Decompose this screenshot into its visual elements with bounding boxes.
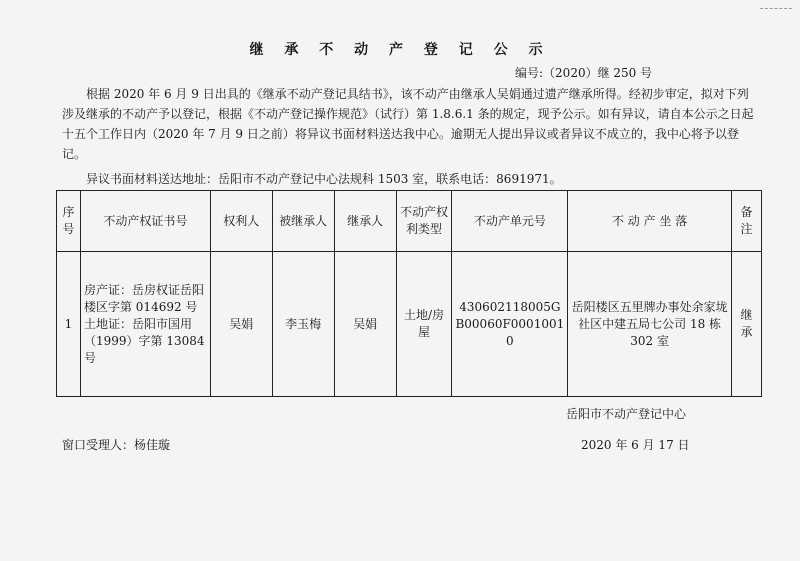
- scan-corner-mark: [760, 8, 792, 21]
- notice-paragraph: 根据 2020 年 6 月 9 日出具的《继承不动产登记具结书》，该不动产由继承人吴娟通过遗产继承所得。经初步审定，拟对下列涉及继承的不动产予以登记，根据《不动产登记操作规范》（试行）第 1.8.6.1 条的规定，现予公示。如有异议，请自本公示之日起十五个工作日内（2020 年 7 月 9 日之前）将异议书面材料送达我中心。逾期无人提出异议或者异议不成立的，我中心将予以登记。: [62, 87, 754, 161]
- col-header-unit-no: 不动产单元号: [452, 191, 568, 252]
- cell-cert: 房产证：岳房权证岳阳楼区字第 014692 号 土地证：岳阳市国用（1999）字第 13084 号: [80, 252, 210, 397]
- table-row: [57, 252, 762, 397]
- cell-right-type: 土地/房屋: [396, 252, 452, 397]
- table-header-row: [57, 191, 762, 252]
- cell-unit-no: 430602118005GB00060F00010010: [452, 252, 568, 397]
- col-header-index: 序号: [57, 191, 81, 252]
- cell-index: 1: [57, 252, 81, 397]
- cell-remark: 继承: [731, 252, 761, 397]
- property-table: [56, 190, 762, 397]
- window-clerk: 窗口受理人：杨佳璇: [62, 438, 171, 452]
- cell-decedent: 李玉梅: [272, 252, 334, 397]
- notice-body: [62, 84, 760, 164]
- col-header-cert: 不动产权证书号: [80, 191, 210, 252]
- issue-date: 2020 年 6 月 17 日: [581, 438, 690, 452]
- page-title: 继 承 不 动 产 登 记 公 示: [249, 42, 551, 58]
- document-number: 编号:（2020）继 250 号: [515, 66, 653, 80]
- col-header-decedent: 被继承人: [272, 191, 334, 252]
- col-header-owner: 权利人: [210, 191, 272, 252]
- col-header-remark: 备注: [731, 191, 761, 252]
- col-header-right-type: 不动产权利类型: [396, 191, 452, 252]
- cell-owner: 吴娟: [210, 252, 272, 397]
- issuing-center: 岳阳市不动产登记中心: [566, 407, 687, 421]
- cell-heir: 吴娟: [334, 252, 396, 397]
- objection-address: 异议书面材料送达地址：岳阳市不动产登记中心法规科 1503 室，联系电话：8691971。: [86, 172, 562, 186]
- col-header-heir: 继承人: [334, 191, 396, 252]
- cell-location: 岳阳楼区五里牌办事处余家垅社区中建五局七公司 18 栋 302 室: [568, 252, 732, 397]
- col-header-location: 不 动 产 坐 落: [568, 191, 732, 252]
